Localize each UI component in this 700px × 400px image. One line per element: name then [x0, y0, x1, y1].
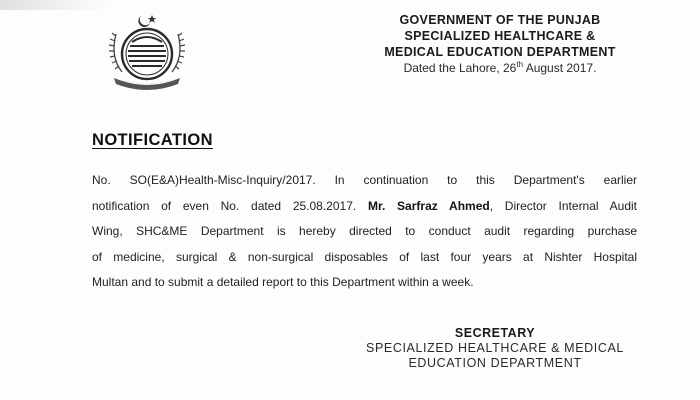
body-line-4: of medicine, surgical & non-surgical disposables of last four years at Nishter Hospital	[92, 249, 637, 264]
government-of-punjab-emblem-icon	[92, 12, 202, 92]
signature-block	[340, 326, 650, 371]
signatory-department-line2: EDUCATION DEPARTMENT	[408, 356, 582, 370]
officer-name: Mr. Sarfraz Ahmed	[367, 198, 490, 213]
body-line-2	[92, 194, 637, 220]
date-ordinal: th	[516, 60, 524, 69]
body-line-2-post: , Director Internal Audit	[489, 198, 638, 213]
date-suffix: August 2017.	[523, 61, 597, 75]
header-government: GOVERNMENT OF THE PUNJAB	[399, 13, 601, 27]
notification-title: NOTIFICATION	[92, 131, 213, 149]
scan-artifact	[0, 0, 110, 10]
emblem	[92, 12, 202, 92]
body-line-1: No. SO(E&A)Health-Misc-Inquiry/2017. In continuation to this Department's earlier	[92, 173, 637, 187]
header-department-line1: SPECIALIZED HEALTHCARE &	[404, 29, 596, 43]
header-date	[350, 60, 650, 76]
body-line-2-pre: notification of even No. dated 25.08.2017.	[92, 198, 368, 213]
body-line-5: Multan and to submit a detailed report to this Department within a week.	[92, 275, 474, 289]
signatory-title: SECRETARY	[454, 326, 536, 340]
body-line-3: Wing, SHC&ME Department is hereby directed to conduct audit regarding purchase	[92, 224, 637, 238]
header-department-line2: MEDICAL EDUCATION DEPARTMENT	[384, 45, 616, 59]
signatory-department-line1: SPECIALIZED HEALTHCARE & MEDICAL	[366, 341, 624, 355]
letterhead	[350, 12, 650, 76]
notification-body	[92, 168, 637, 296]
date-prefix: Dated the Lahore, 26	[403, 61, 517, 75]
